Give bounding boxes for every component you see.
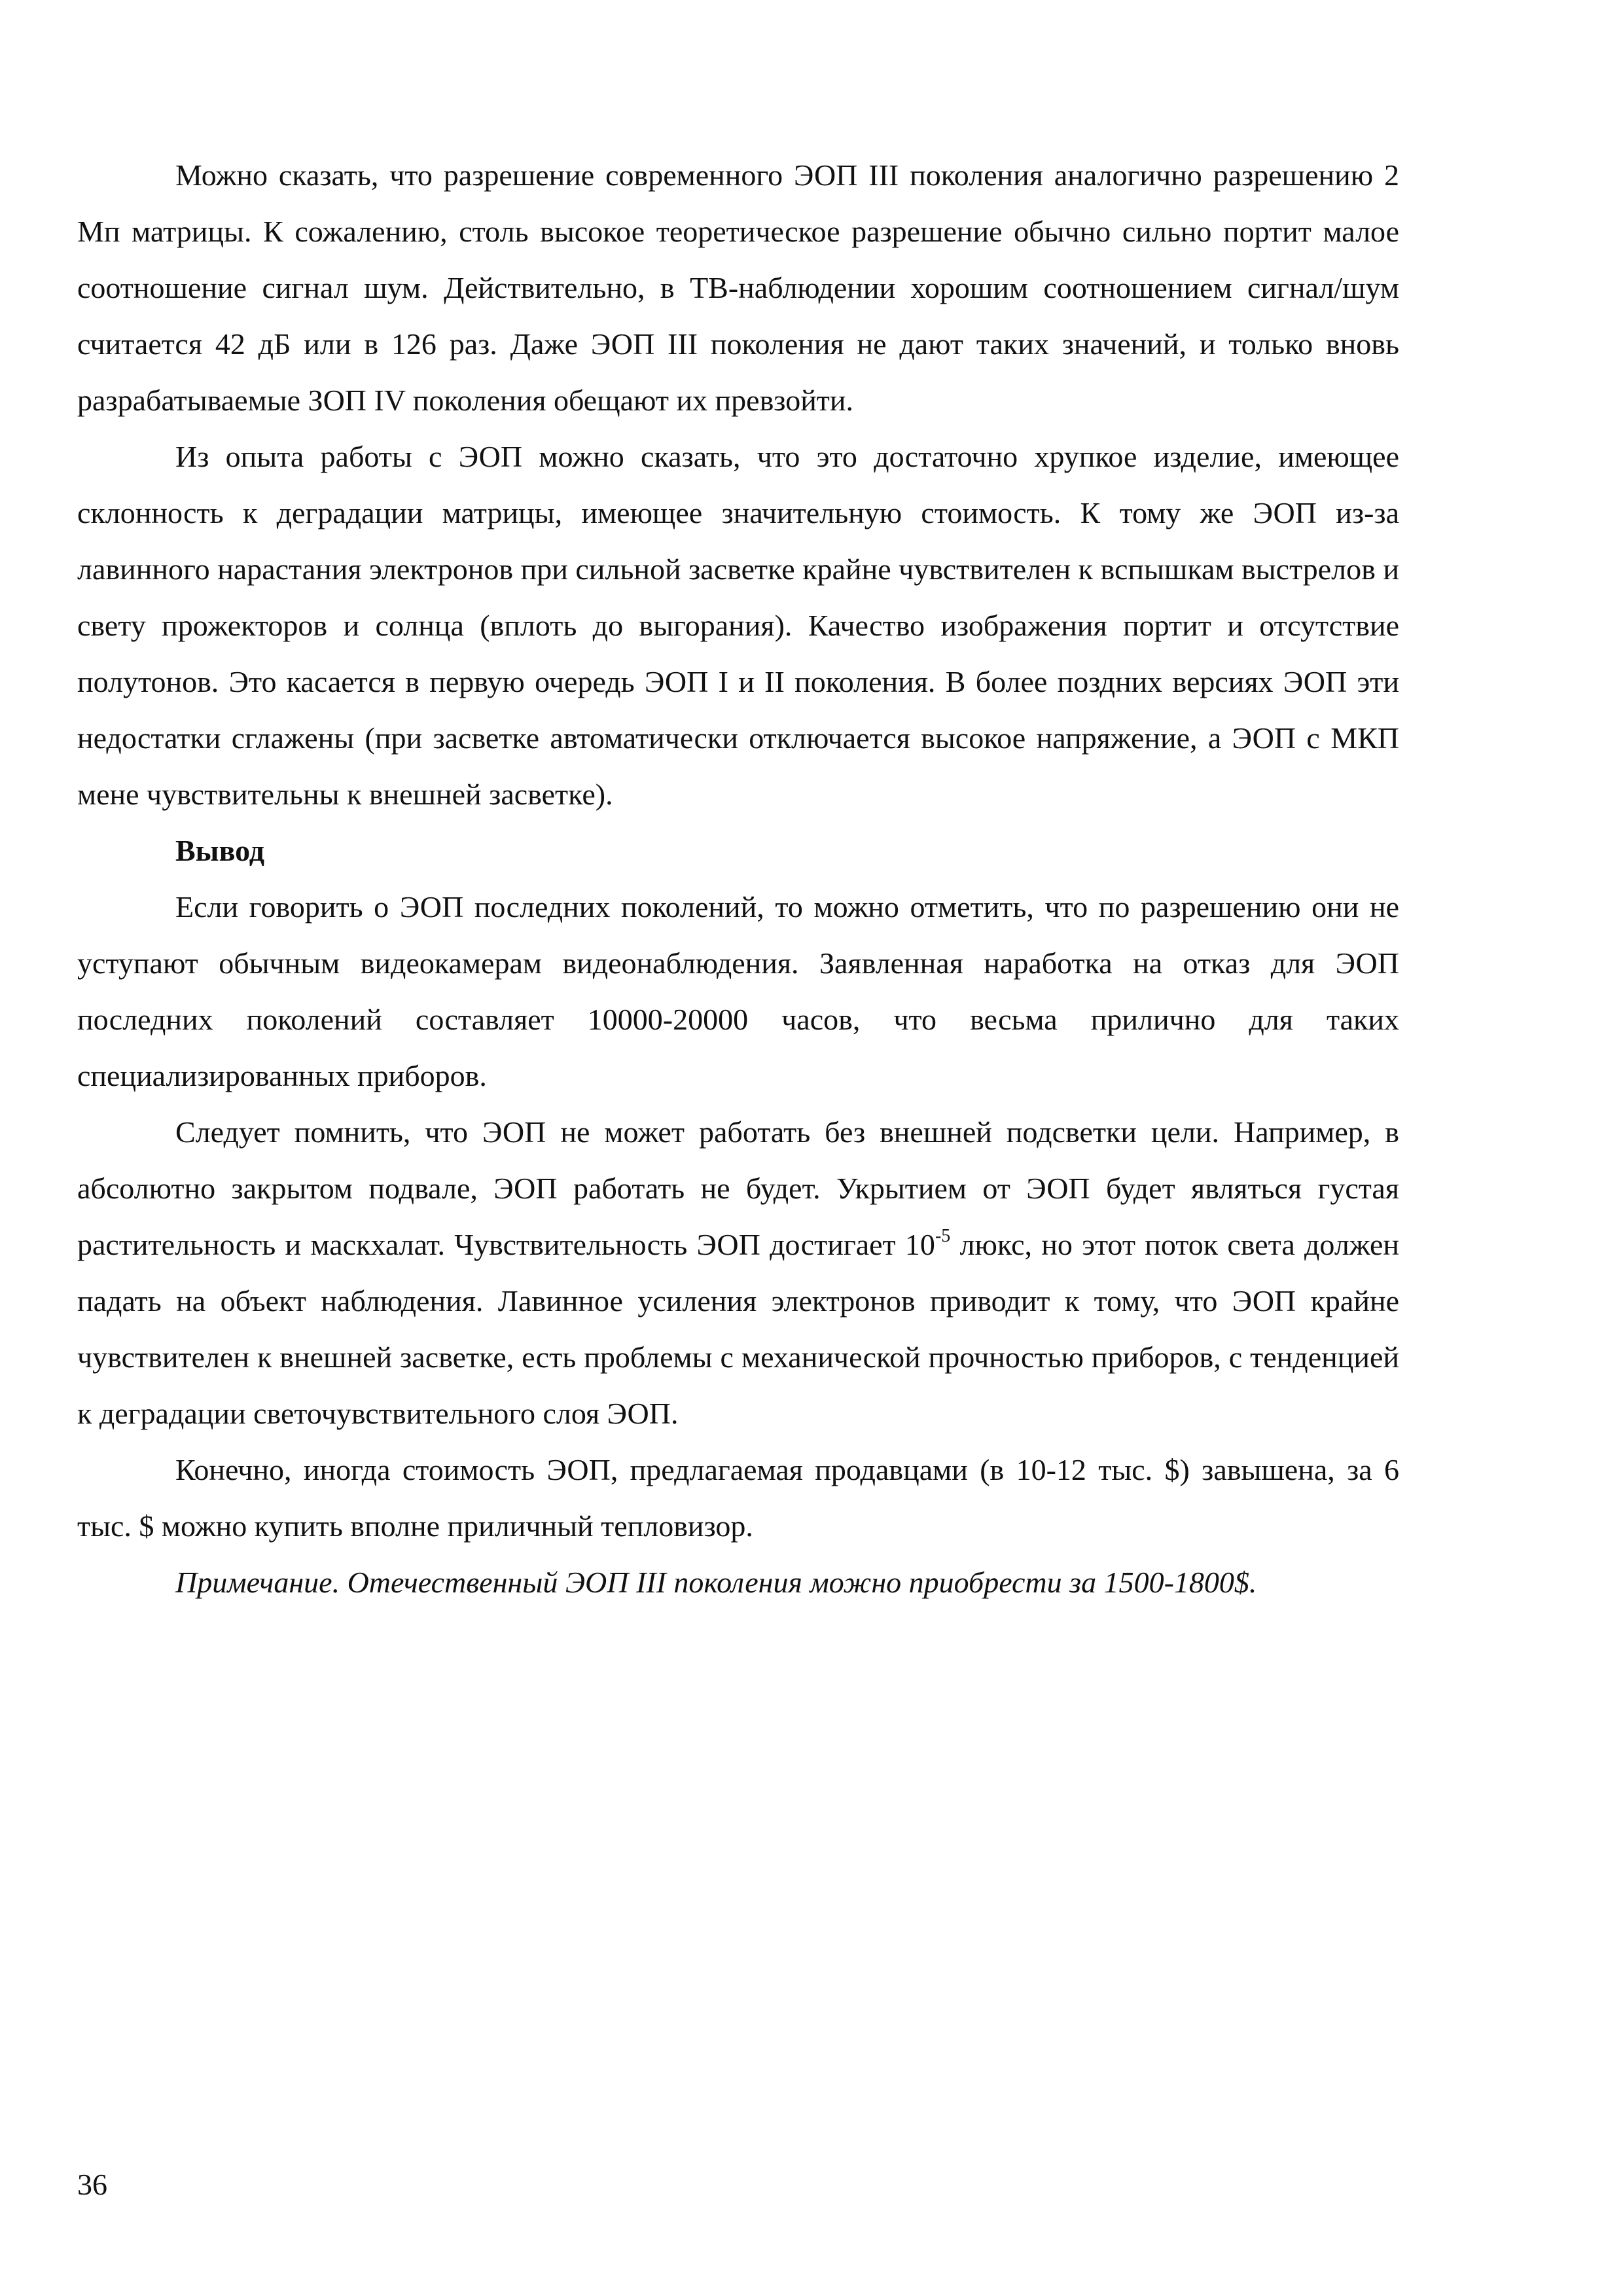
page-body [77, 147, 1399, 1611]
note-paragraph: Примечание. Отечественный ЭОП III поколения можно приобрести за 1500-1800$. [175, 1566, 1257, 1599]
paragraph-5: Конечно, иногда стоимость ЭОП, предлагаемая продавцами (в 10-12 тыс. $) завышена, за 6 тыс. $ можно купить вполне приличный тепловизор. [77, 1453, 1399, 1543]
paragraph-2: Из опыта работы с ЭОП можно сказать, что это достаточно хрупкое изделие, имеющее склонность к деградации матрицы, имеющее значительную стоимость. К тому же ЭОП из-за лавинного нарастания электронов при сильной засветке крайне чувствителен к вспышкам выстрелов и свету прожекторов и солнца (вплоть до выгорания). Качество изображения портит и отсутствие полутонов. Это касается в первую очередь ЭОП I и II поколения. В более поздних версиях ЭОП эти недостатки сглажены (при засветке автоматически отключается высокое напряжение, а ЭОП с МКП мене чувствительны к внешней засветке). [77, 440, 1399, 811]
paragraph-3: Если говорить о ЭОП последних поколений, то можно отметить, что по разрешению они не уступают обычным видеокамерам видеонаблюдения. Заявленная наработка на отказ для ЭОП последних поколений составляет 10000-20000 часов, что весьма прилично для таких специализированных приборов. [77, 890, 1399, 1092]
paragraph-4-text-before: Следует помнить, что ЭОП не может работать без внешней подсветки цели. Например, в абсолютно закрытом подвале, ЭОП работать не будет. Укрытием от ЭОП будет являться густая растительность и маскхалат. Чувствительность ЭОП достигает 10 [77, 1115, 1399, 1261]
section-heading: Вывод [175, 834, 265, 867]
page-number: 36 [77, 2168, 107, 2201]
exponent-superscript: -5 [935, 1225, 951, 1246]
paragraph-4-text-after: люкс, но этот поток света должен падать на объект наблюдения. Лавинное усиления электронов приводит к тому, что ЭОП крайне чувствителен к внешней засветке, есть проблемы с механической прочностью приборов, с тенденцией к деградации светочувствительного слоя ЭОП. [77, 1228, 1399, 1430]
paragraph-1: Можно сказать, что разрешение современного ЭОП III поколения аналогично разрешению 2 Мп матрицы. К сожалению, столь высокое теоретическое разрешение обычно сильно портит малое соотношение сигнал шум. Действительно, в ТВ-наблюдении хорошим соотношением сигнал/шум считается 42 дБ или в 126 раз. Даже ЭОП III поколения не дают таких значений, и только вновь разрабатываемые ЗОП IV поколения обещают их превзойти. [77, 158, 1399, 417]
paragraph-4 [77, 1104, 1399, 1442]
